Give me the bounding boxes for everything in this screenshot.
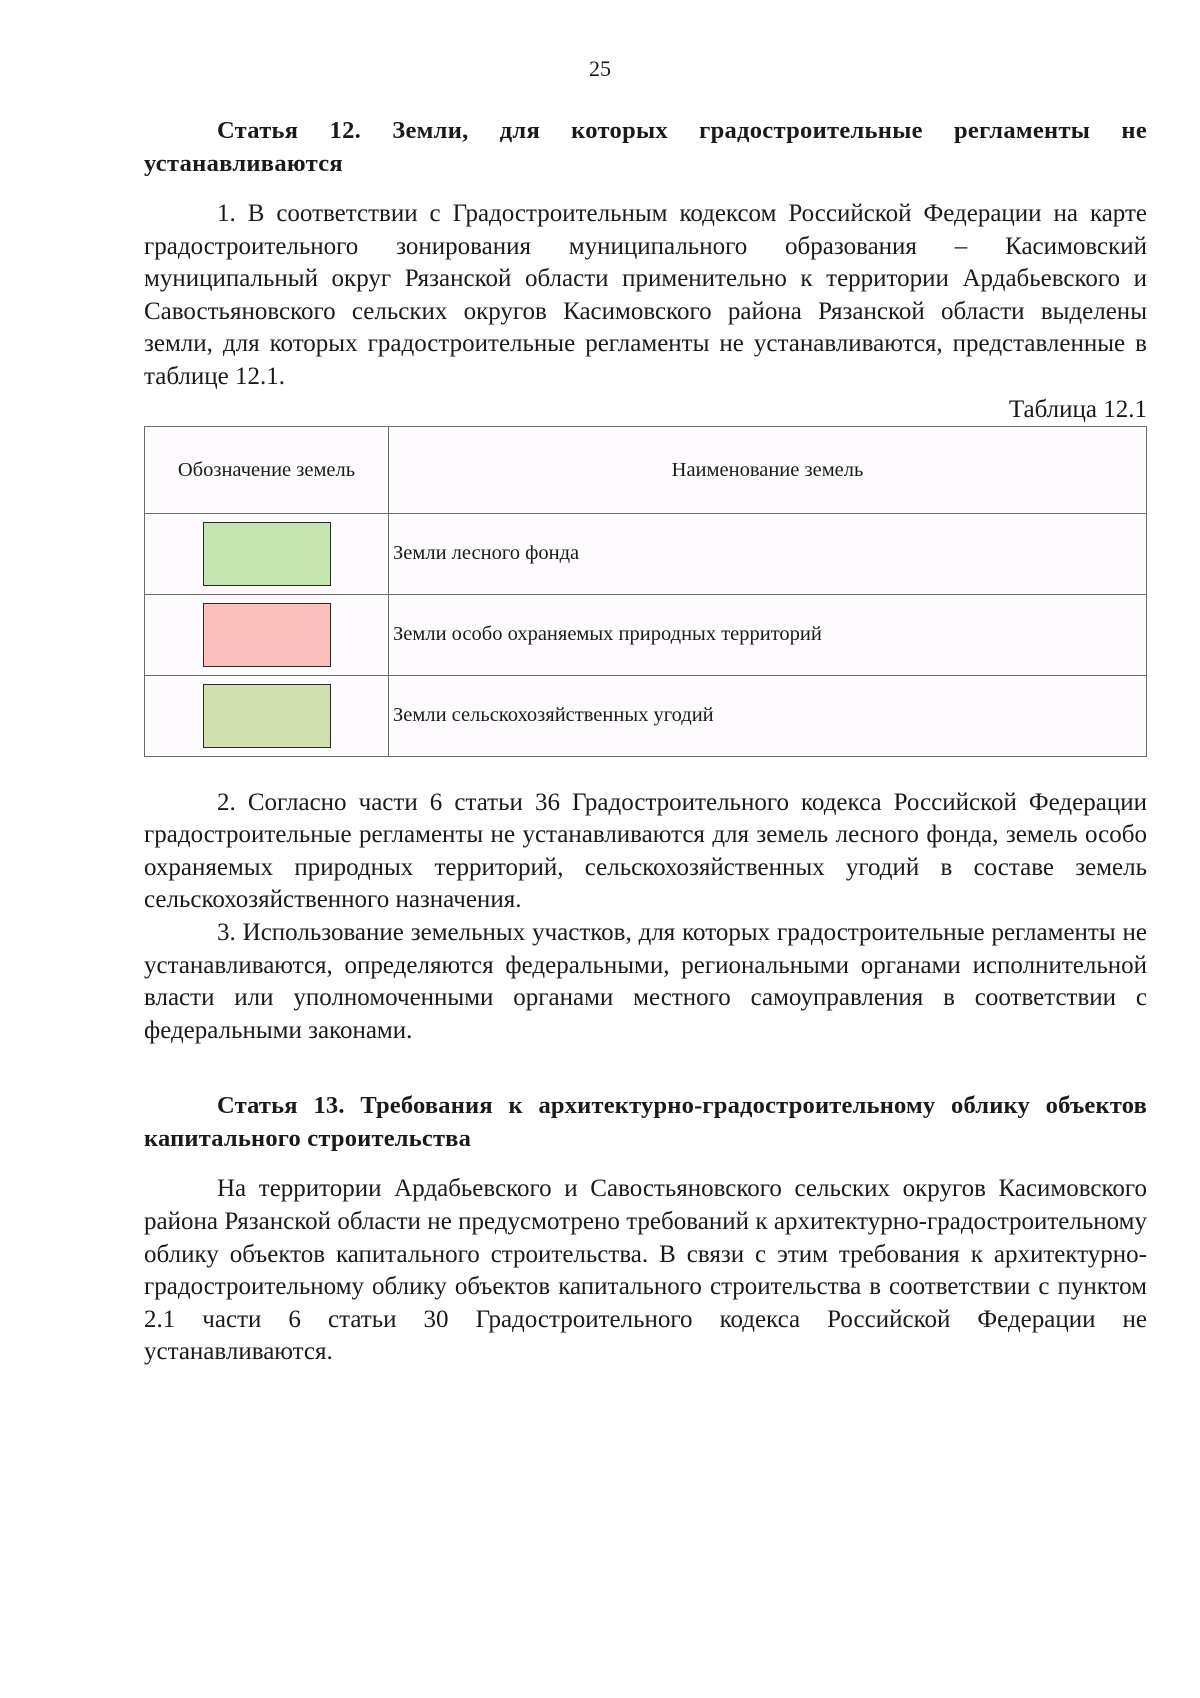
article-12-paragraph-1: 1. В соответствии с Градостроительным кодексом Российской Федерации на карте градостроительного зонирования муниципального образования – Касимовский муниципальный округ Рязанской области применительно к территории Ардабьевского и Савостьяновского сельских округов Касимовского района Рязанской области выделены земли, для которых градостроительные регламенты не устанавливаются, представленные в таблице 12.1. xyxy=(144,200,1147,390)
page-number: 25 xyxy=(589,56,611,81)
land-name-cell: Земли лесного фонда xyxy=(389,513,1147,594)
article-12-heading: Статья 12. Земли, для которых градостроительные регламенты не устанавливаются xyxy=(144,117,1147,177)
table-row xyxy=(145,594,1147,675)
article-12-paragraph-2: 2. Согласно части 6 статьи 36 Градостроительного кодекса Российской Федерации градостроительные регламенты не устанавливаются для земель лесного фонда, земель особо охраняемых природных территорий, сельскохозяйственных угодий в составе земель сельскохозяйственного назначения. xyxy=(144,788,1147,914)
table-header-row xyxy=(145,426,1147,513)
land-name-cell: Земли особо охраняемых природных территорий xyxy=(389,594,1147,675)
symbol-cell xyxy=(145,513,389,594)
header-designation: Обозначение земель xyxy=(145,426,389,513)
table-row xyxy=(145,675,1147,756)
land-name-cell: Земли сельскохозяйственных угодий xyxy=(389,675,1147,756)
lands-table xyxy=(144,426,1147,757)
symbol-cell xyxy=(145,594,389,675)
article-12-paragraph-3: 3. Использование земельных участков, для которых градостроительные регламенты не устанавливаются, определяются федеральными, региональными органами исполнительной власти или уполномоченными органами местного самоуправления в соответствии с федеральными законами. xyxy=(144,918,1147,1044)
header-land-name: Наименование земель xyxy=(389,426,1147,513)
table-row xyxy=(145,513,1147,594)
article-13-heading: Статья 13. Требования к архитектурно-градостроительному облику объектов капитального строительства xyxy=(144,1092,1147,1153)
table-caption: Таблица 12.1 xyxy=(1008,395,1147,423)
forest-fund-swatch xyxy=(203,522,331,586)
symbol-cell xyxy=(145,675,389,756)
document-body xyxy=(144,114,1147,1369)
agricultural-lands-swatch xyxy=(203,684,331,748)
protected-areas-swatch xyxy=(203,603,331,667)
article-13-paragraph-1: На территории Ардабьевского и Савостьяновского сельских округов Касимовского района Рязанской области не предусмотрено требований к архитектурно-градостроительному облику объектов капитального строительства. В связи с этим требования к архитектурно-градостроительному облику объектов капитального строительства в соответствии с пунктом 2.1 части 6 статьи 30 Градостроительного кодекса Российской Федерации не устанавливаются. xyxy=(144,1175,1147,1366)
